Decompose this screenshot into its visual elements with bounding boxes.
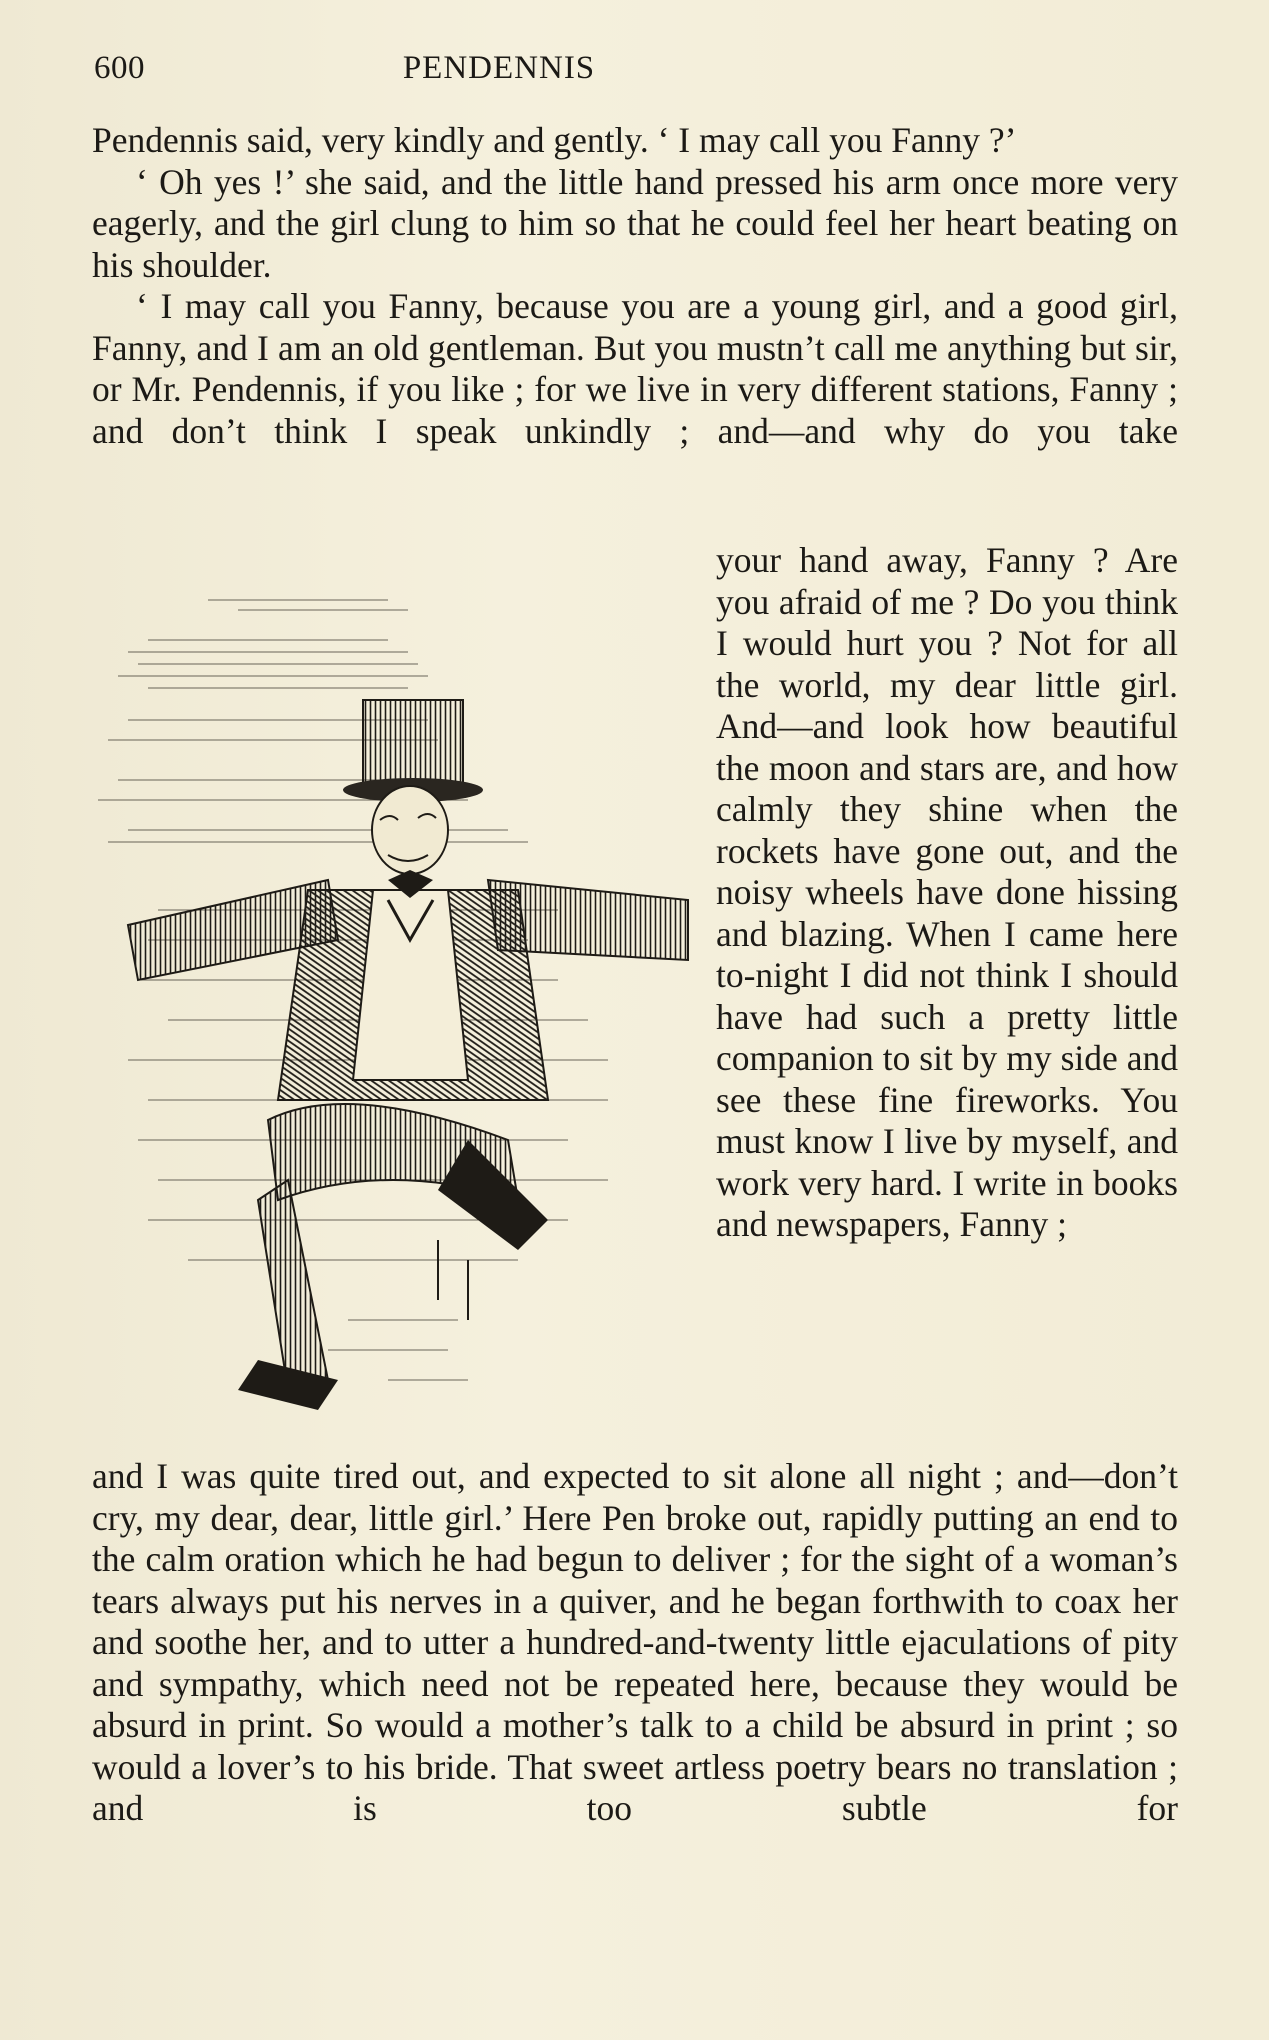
paragraph: Pendennis said, very kindly and gently. ‘ I may call you Fanny ?’ xyxy=(92,120,1017,160)
page-number: 600 xyxy=(94,50,145,86)
engraving-man-in-top-hat-icon xyxy=(88,580,700,1420)
page-header xyxy=(94,50,1174,94)
running-head: PENDENNIS xyxy=(402,50,596,86)
paragraph: and I was quite tired out, and expected to sit alone all night ; and—don’t cry, my dear, dear, little girl.’ Here Pen broke out, rapidly putting an end to the calm oration which he had begun to deliver ; for the sight of a woman’s tears always put his nerves in a quiver, and he began forthwith to coax her and soothe her, and to utter a hundred-and-twenty little ejaculations of pity and sympathy, which need not be repeated here, because they would be absurd in print. So would a mother’s talk to a child be absurd in print ; so would a lover’s to his bride. That sweet artless poetry bears no translation ; and is too subtle for xyxy=(92,1456,1178,1828)
text-block-top xyxy=(92,120,1178,452)
paragraph: ‘ I may call you Fanny, because you are a young girl, and a good girl, Fanny, and I am an old gentleman. But you mustn’t call me anything but sir, or Mr. Pendennis, if you like ; for we live in very different stations, Fanny ; and don’t think I speak unkindly ; and—and why do you take xyxy=(92,286,1178,451)
text-block-bottom xyxy=(92,1456,1178,1830)
text-block-wrapped: your hand away, Fanny ? Are you afraid of me ? Do you think I would hurt you ? Not for all the world, my dear little girl. And—and look how beautiful the moon and stars are, and how calmly they shine when the rockets have gone out, and the noisy wheels have done hissing and blazing. When I came here to-night I did not think I should have had such a pretty little companion to sit by my side and see these fine fireworks. You must know I live by myself, and work very hard. I write in books and newspapers, Fanny ; xyxy=(716,540,1178,1244)
paragraph: ‘ Oh yes !’ she said, and the little hand pressed his arm once more very eagerly, and the girl clung to him so that he could feel her heart beating on his shoulder. xyxy=(92,161,1178,285)
illustration xyxy=(88,580,700,1420)
